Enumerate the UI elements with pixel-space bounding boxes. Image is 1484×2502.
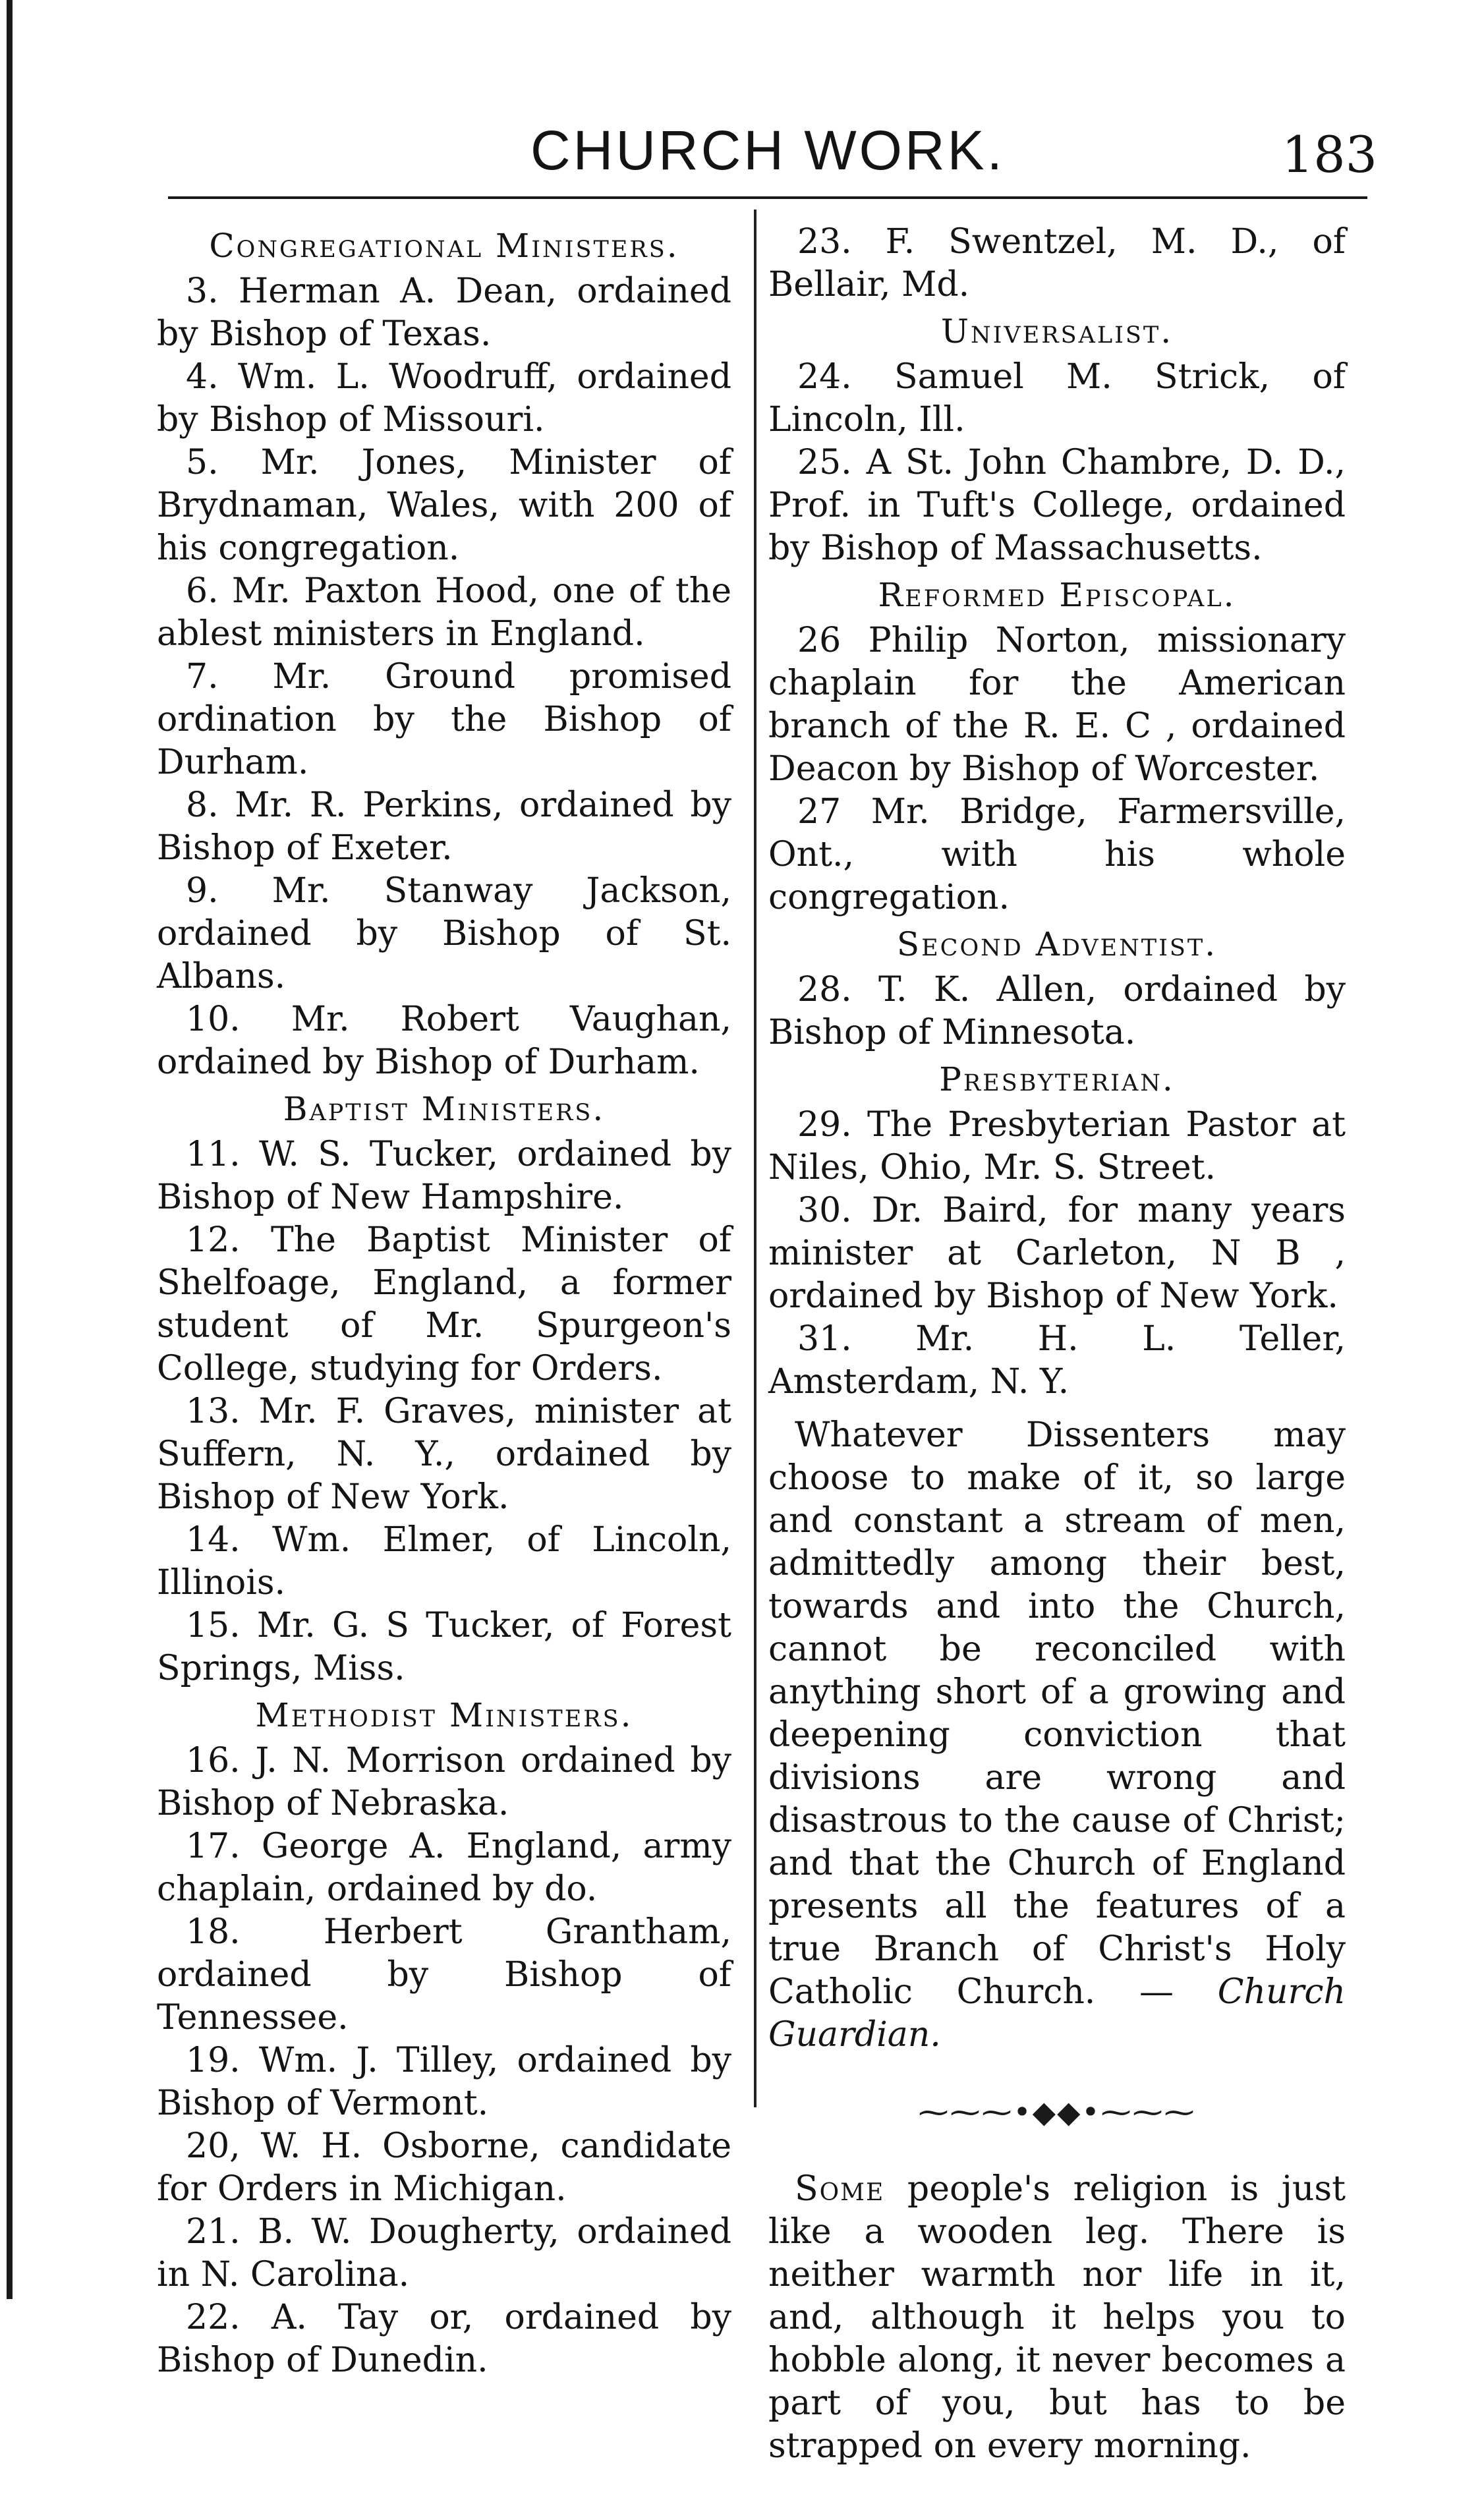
filler-lead-word: Some [795,2169,885,2209]
list-entry: 4. Wm. L. Woodruff, ordained by Bishop of Missouri. [157,357,731,440]
header-rule [168,196,1367,199]
list-entry: 18. Herbert Grantham, ordained by Bishop of Tennessee. [157,1912,731,2037]
list-entry: 31. Mr. H. L. Teller, Amsterdam, N. Y. [768,1319,1346,1402]
list-entry: 11. W. S. Tucker, ordained by Bishop of New Hampshire. [157,1135,731,1217]
filler-text: people's religion is just like a wooden leg. There is neither warmth nor life in it, and, although it helps you to hobble along, it never becomes a part of you, but has to be strapped on every morning. [768,2169,1346,2466]
right-sections [768,310,1346,1404]
list-entry: 16. J. N. Morrison ordained by Bishop of Nebraska. [157,1741,731,1823]
section-heading: Reformed Episcopal. [878,576,1236,614]
list-entry: 14. Wm. Elmer, of Lincoln, Illinois. [157,1520,731,1603]
list-entry: 29. The Presbyterian Pastor at Niles, Ohio, Mr. S. Street. [768,1105,1346,1187]
list-entry: 22. A. Tay or, ordained by Bishop of Dunedin. [157,2298,731,2380]
section-heading: Universalist. [940,312,1174,351]
right-column [768,221,1346,2502]
page-number: 183 [1281,125,1377,184]
section-heading: Baptist Ministers. [283,1090,606,1128]
list-entry: 24. Samuel M. Strick, of Lincoln, Ill. [768,357,1346,440]
closing-quote [768,1414,1346,2057]
list-entry: 6. Mr. Paxton Hood, one of the ablest ministers in England. [157,571,731,654]
filler-paragraph [768,2168,1346,2468]
list-entry: 21. B. W. Dougherty, ordained in N. Carolina. [157,2212,731,2294]
quote-source: Church Guardian. [768,1972,1346,2055]
column-divider [754,210,756,2107]
ornament-divider: ⁓⁓⁓•◆◆•⁓⁓⁓ [918,2094,1196,2130]
list-entry: 3. Herman A. Dean, ordained by Bishop of Texas. [157,271,731,354]
list-entry: 5. Mr. Jones, Minister of Brydnaman, Wales, with 200 of his congregation. [157,443,731,568]
list-entry: 27 Mr. Bridge, Farmersville, Ont., with his whole congregation. [768,792,1346,917]
quote-text: Whatever Dissenters may choose to make of it, so large and constant a stream of men, admittedly among their best, towards and into the Church, cannot be reconciled with anything short of a growing and deepening conviction that divisions are wrong and disastrous to the cause of Christ; and that the Church of England presents all the features of a true Branch of Christ's Holy Catholic Church. — [768,1415,1346,2012]
list-entry: 10. Mr. Robert Vaughan, ordained by Bishop of Durham. [157,1000,731,1082]
page-header [158,112,1377,191]
right-lead-entries [768,221,1346,306]
list-entry: 26 Philip Norton, missionary chaplain for the American branch of the R. E. C , ordained Deacon by Bishop of Worcester. [768,621,1346,789]
left-column [157,221,731,2382]
page-edge-mark [7,0,13,2299]
section-heading: Presbyterian. [939,1060,1175,1098]
section-heading: Second Adventist. [896,925,1218,963]
list-entry: 17. George A. England, army chaplain, ordained by do. [157,1827,731,1909]
list-entry: 7. Mr. Ground promised ordination by the Bishop of Durham. [157,657,731,782]
section-heading: Congregational Ministers. [209,227,679,265]
list-entry: 9. Mr. Stanway Jackson, ordained by Bishop of St. Albans. [157,871,731,996]
list-entry: 15. Mr. G. S Tucker, of Forest Springs, Miss. [157,1606,731,1688]
section-heading: Methodist Ministers. [255,1696,633,1734]
list-entry: 25. A St. John Chambre, D. D., Prof. in Tuft's College, ordained by Bishop of Massachusetts. [768,443,1346,568]
running-title: CHURCH WORK. [530,119,1005,181]
list-entry: 30. Dr. Baird, for many years minister at Carleton, N B , ordained by Bishop of New York. [768,1191,1346,1316]
list-entry: 23. F. Swentzel, M. D., of Bellair, Md. [768,222,1346,304]
list-entry: 19. Wm. J. Tilley, ordained by Bishop of Vermont. [157,2041,731,2123]
list-entry: 8. Mr. R. Perkins, ordained by Bishop of Exeter. [157,785,731,868]
list-entry: 13. Mr. F. Graves, minister at Suffern, N. Y., ordained by Bishop of New York. [157,1392,731,1517]
list-entry: 12. The Baptist Minister of Shelfoage, England, a former student of Mr. Spurgeon's College, studying for Orders. [157,1220,731,1388]
list-entry: 20, W. H. Osborne, candidate for Orders in Michigan. [157,2126,731,2209]
list-entry: 28. T. K. Allen, ordained by Bishop of Minnesota. [768,970,1346,1052]
